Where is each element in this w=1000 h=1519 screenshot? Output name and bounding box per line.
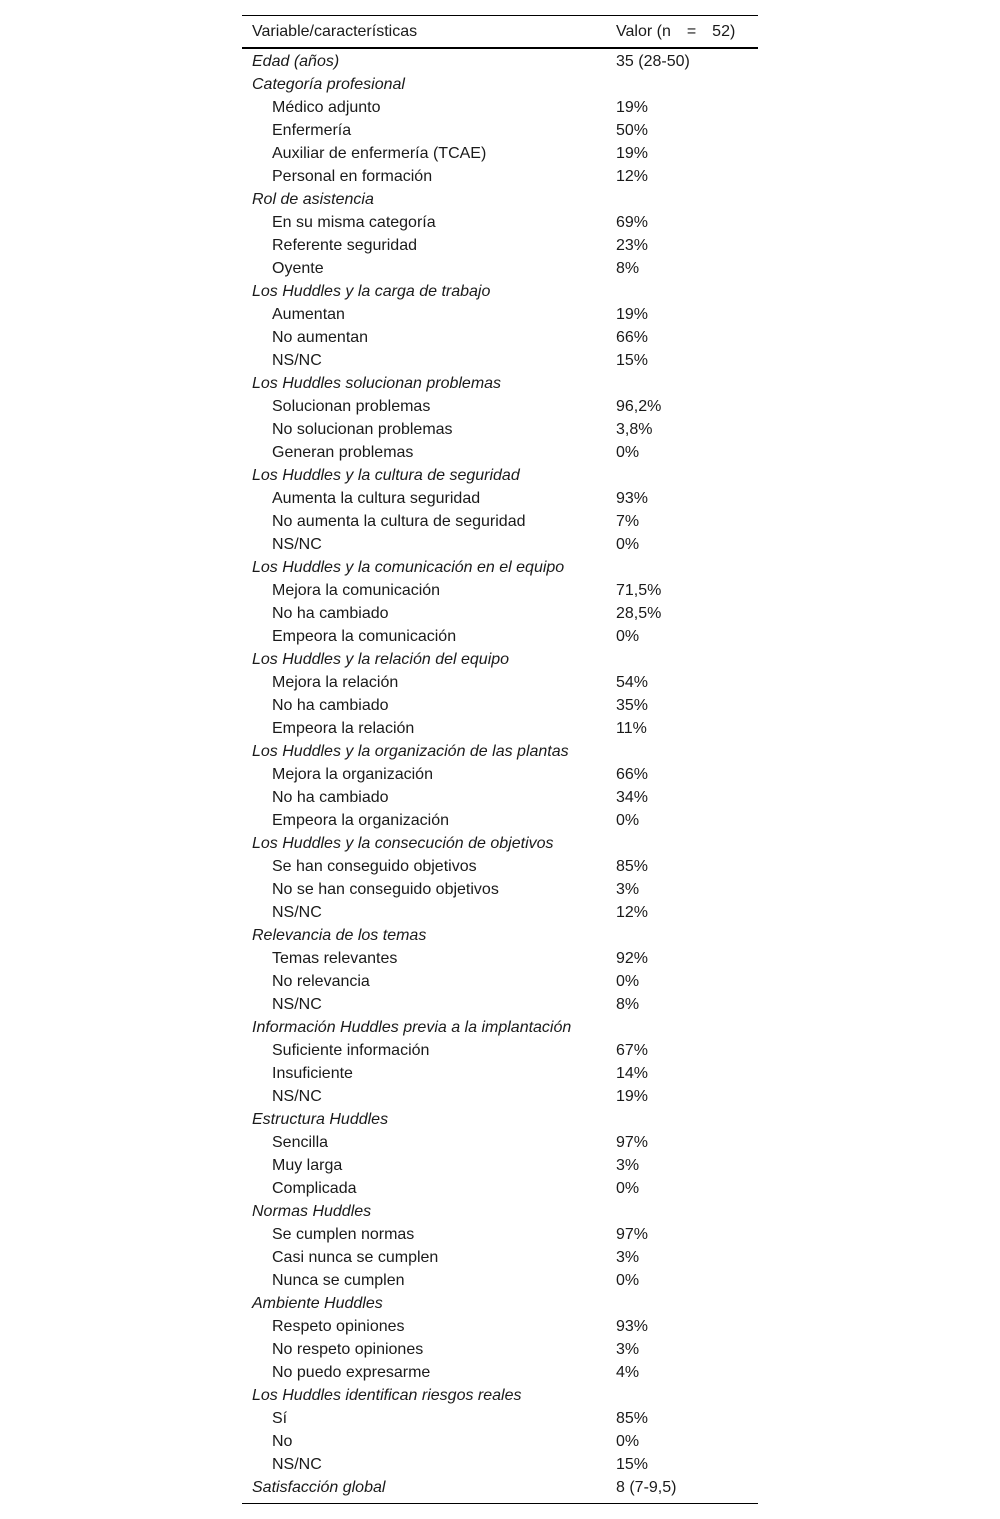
- row-value: 14%: [616, 1065, 649, 1082]
- row-label: No solucionan problemas: [272, 421, 453, 438]
- table-row: [242, 671, 758, 694]
- table-row: [242, 257, 758, 280]
- table-row: [242, 855, 758, 878]
- row-label: Se cumplen normas: [272, 1226, 415, 1243]
- table-row: [242, 211, 758, 234]
- table-row: [242, 1338, 758, 1361]
- row-label: No respeto opiniones: [272, 1341, 424, 1358]
- table-row: [242, 533, 758, 556]
- category-row: [242, 740, 758, 763]
- row-label: Médico adjunto: [272, 99, 381, 116]
- row-label: Insuficiente: [272, 1065, 353, 1082]
- category-label: Los Huddles y la carga de trabajo: [252, 283, 491, 300]
- row-value: 15%: [616, 352, 649, 369]
- category-label: Rol de asistencia: [252, 191, 374, 208]
- row-value: 19%: [616, 306, 649, 323]
- row-value: 3%: [616, 1157, 640, 1174]
- row-label: Mejora la relación: [272, 674, 399, 691]
- results-table: [242, 15, 758, 1504]
- row-value: 8%: [616, 996, 640, 1013]
- table-row: [242, 303, 758, 326]
- row-value: 12%: [616, 168, 649, 185]
- row-value: 0%: [616, 973, 640, 990]
- row-label: Temas relevantes: [272, 950, 398, 967]
- table-row: [242, 878, 758, 901]
- row-value: 19%: [616, 145, 649, 162]
- row-value: 8%: [616, 260, 640, 277]
- row-value: 97%: [616, 1134, 649, 1151]
- table-row: [242, 349, 758, 372]
- table-row: [242, 947, 758, 970]
- category-label: Los Huddles y la relación del equipo: [252, 651, 510, 668]
- table-row: [242, 1177, 758, 1200]
- row-label: NS/NC: [272, 904, 322, 921]
- category-label: Los Huddles identifican riesgos reales: [252, 1387, 522, 1404]
- row-value: 0%: [616, 1433, 640, 1450]
- row-value: 0%: [616, 628, 640, 645]
- row-label: Respeto opiniones: [272, 1318, 405, 1335]
- row-label: Auxiliar de enfermería (TCAE): [272, 145, 487, 162]
- row-value: 0%: [616, 536, 640, 553]
- row-value: 66%: [616, 766, 649, 783]
- row-value: 93%: [616, 490, 649, 507]
- category-row: [242, 648, 758, 671]
- row-value: 85%: [616, 858, 649, 875]
- table-row: [242, 1085, 758, 1108]
- row-label: Solucionan problemas: [272, 398, 431, 415]
- row-value: 54%: [616, 674, 649, 691]
- row-value: 0%: [616, 444, 640, 461]
- row-value: 0%: [616, 1272, 640, 1289]
- row-label: No puedo expresarme: [272, 1364, 431, 1381]
- category-label: Los Huddles solucionan problemas: [252, 375, 502, 392]
- category-label: Categoría profesional: [252, 76, 405, 93]
- category-row: [242, 280, 758, 303]
- row-label: Empeora la organización: [272, 812, 449, 829]
- row-value: 85%: [616, 1410, 649, 1427]
- row-value: 19%: [616, 99, 649, 116]
- table-row: [242, 786, 758, 809]
- category-row: [242, 50, 758, 73]
- row-label: NS/NC: [272, 352, 322, 369]
- row-label: Empeora la relación: [272, 720, 415, 737]
- table-row: [242, 717, 758, 740]
- category-label: Los Huddles y la organización de las plantas: [252, 743, 569, 760]
- row-label: Sencilla: [272, 1134, 329, 1151]
- category-row: [242, 1384, 758, 1407]
- row-value: 34%: [616, 789, 649, 806]
- table-row: [242, 441, 758, 464]
- row-label: En su misma categoría: [272, 214, 436, 231]
- row-value: 71,5%: [616, 582, 662, 599]
- row-value: 4%: [616, 1364, 640, 1381]
- row-value: 19%: [616, 1088, 649, 1105]
- row-value: 0%: [616, 812, 640, 829]
- table-row: [242, 234, 758, 257]
- row-value: 11%: [616, 720, 647, 737]
- row-label: Empeora la comunicación: [272, 628, 457, 645]
- header-value: Valor (n = 52): [616, 23, 736, 40]
- row-value: 3,8%: [616, 421, 653, 438]
- row-label: No relevancia: [272, 973, 370, 990]
- row-label: Nunca se cumplen: [272, 1272, 405, 1289]
- table-row: [242, 142, 758, 165]
- row-value: 3%: [616, 1249, 640, 1266]
- category-row: [242, 924, 758, 947]
- category-label: Relevancia de los temas: [252, 927, 427, 944]
- category-label: Los Huddles y la cultura de seguridad: [252, 467, 520, 484]
- row-value: 93%: [616, 1318, 649, 1335]
- category-label: Estructura Huddles: [252, 1111, 389, 1128]
- row-value: 23%: [616, 237, 649, 254]
- table-row: [242, 487, 758, 510]
- category-row: [242, 73, 758, 96]
- table-row: [242, 602, 758, 625]
- table-header: [242, 15, 758, 49]
- row-label: Complicada: [272, 1180, 357, 1197]
- table-row: [242, 395, 758, 418]
- row-value: 28,5%: [616, 605, 662, 622]
- table-row: [242, 326, 758, 349]
- category-row: [242, 556, 758, 579]
- category-label: Los Huddles y la comunicación en el equipo: [252, 559, 565, 576]
- row-label: Oyente: [272, 260, 324, 277]
- table-row: [242, 694, 758, 717]
- row-label: NS/NC: [272, 996, 322, 1013]
- category-row: [242, 1200, 758, 1223]
- table-row: [242, 1223, 758, 1246]
- row-label: Aumenta la cultura seguridad: [272, 490, 481, 507]
- row-value: 66%: [616, 329, 649, 346]
- row-label: Personal en formación: [272, 168, 433, 185]
- table-row: [242, 625, 758, 648]
- category-label: Satisfacción global: [252, 1479, 386, 1496]
- table-row: [242, 1039, 758, 1062]
- category-row: [242, 1016, 758, 1039]
- table-row: [242, 1453, 758, 1476]
- row-label: Casi nunca se cumplen: [272, 1249, 439, 1266]
- row-label: NS/NC: [272, 1088, 322, 1105]
- table-row: [242, 165, 758, 188]
- row-label: Muy larga: [272, 1157, 343, 1174]
- row-value: 96,2%: [616, 398, 662, 415]
- row-label: No aumenta la cultura de seguridad: [272, 513, 526, 530]
- table-row: [242, 510, 758, 533]
- category-label: Los Huddles y la consecución de objetivos: [252, 835, 554, 852]
- row-label: Enfermería: [272, 122, 352, 139]
- row-value: 8 (7-9,5): [616, 1479, 677, 1496]
- row-label: No ha cambiado: [272, 605, 389, 622]
- category-label: Normas Huddles: [252, 1203, 372, 1220]
- row-value: 97%: [616, 1226, 649, 1243]
- row-label: Suficiente información: [272, 1042, 430, 1059]
- row-value: 0%: [616, 1180, 640, 1197]
- row-label: NS/NC: [272, 1456, 322, 1473]
- row-label: Aumentan: [272, 306, 345, 323]
- table-row: [242, 1430, 758, 1453]
- category-label: Edad (años): [252, 53, 340, 70]
- row-label: No: [272, 1433, 293, 1450]
- category-label: Ambiente Huddles: [252, 1295, 383, 1312]
- table-row: [242, 418, 758, 441]
- row-value: 69%: [616, 214, 649, 231]
- table-body: [242, 49, 758, 1504]
- category-row: [242, 372, 758, 395]
- table-row: [242, 993, 758, 1016]
- row-label: Sí: [272, 1410, 288, 1427]
- table-row: [242, 119, 758, 142]
- category-label: Información Huddles previa a la implantación: [252, 1019, 572, 1036]
- row-label: No aumentan: [272, 329, 369, 346]
- table-row: [242, 1315, 758, 1338]
- table-row: [242, 96, 758, 119]
- table-row: [242, 1062, 758, 1085]
- row-value: 35 (28-50): [616, 53, 690, 70]
- category-row: [242, 1292, 758, 1315]
- table-row: [242, 970, 758, 993]
- row-value: 7%: [616, 513, 640, 530]
- row-value: 67%: [616, 1042, 649, 1059]
- row-label: Mejora la organización: [272, 766, 433, 783]
- row-value: 3%: [616, 1341, 640, 1358]
- row-label: Referente seguridad: [272, 237, 417, 254]
- row-value: 50%: [616, 122, 649, 139]
- table-row: [242, 1407, 758, 1430]
- category-row: [242, 464, 758, 487]
- row-value: 3%: [616, 881, 640, 898]
- row-label: No se han conseguido objetivos: [272, 881, 499, 898]
- row-label: Se han conseguido objetivos: [272, 858, 477, 875]
- row-value: 15%: [616, 1456, 649, 1473]
- table-row: [242, 1361, 758, 1384]
- row-label: NS/NC: [272, 536, 322, 553]
- row-label: Generan problemas: [272, 444, 414, 461]
- row-label: Mejora la comunicación: [272, 582, 441, 599]
- table-row: [242, 1269, 758, 1292]
- row-label: No ha cambiado: [272, 789, 389, 806]
- category-row: [242, 1108, 758, 1131]
- table-row: [242, 763, 758, 786]
- category-row: [242, 1476, 758, 1499]
- row-label: No ha cambiado: [272, 697, 389, 714]
- table-row: [242, 579, 758, 602]
- table-row: [242, 809, 758, 832]
- header-variable: Variable/características: [252, 23, 418, 40]
- table-row: [242, 1246, 758, 1269]
- row-value: 92%: [616, 950, 649, 967]
- row-value: 35%: [616, 697, 649, 714]
- table-row: [242, 1154, 758, 1177]
- category-row: [242, 188, 758, 211]
- row-value: 12%: [616, 904, 649, 921]
- table-row: [242, 901, 758, 924]
- category-row: [242, 832, 758, 855]
- table-row: [242, 1131, 758, 1154]
